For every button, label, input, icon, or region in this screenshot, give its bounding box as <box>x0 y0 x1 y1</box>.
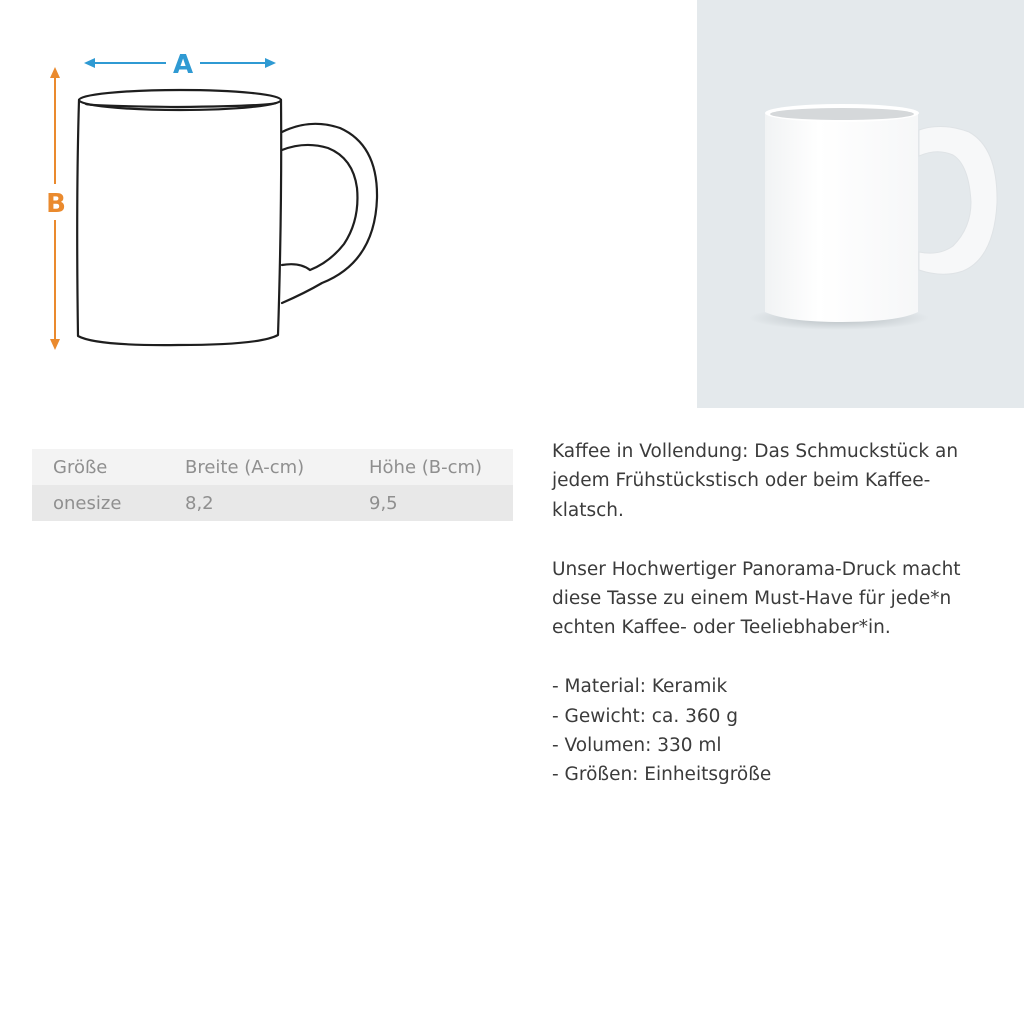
size-table-header <box>32 449 513 485</box>
cell-size: onesize <box>32 485 185 521</box>
label-b: B <box>46 189 66 219</box>
size-table <box>32 449 513 521</box>
table-row <box>32 485 513 521</box>
description-print: Unser Hochwertiger Panorama-Druck macht diese Tasse zu einem Must-Have für jede*n echten Kaffee- oder Teeliebhaber*in. <box>552 558 961 639</box>
header-width: Breite (A-cm) <box>185 449 369 485</box>
description-intro: Kaffee in Vollendung: Das Schmuckstück an jedem Frühstückstisch oder beim Kaffee-klatsch. <box>552 441 959 521</box>
cell-height: 9,5 <box>369 485 513 521</box>
spec-sizes: - Größen: Einheitsgröße <box>552 764 772 786</box>
cell-width: 8,2 <box>185 485 369 521</box>
spec-volume: - Volumen: 330 ml <box>552 735 722 757</box>
header-height: Höhe (B-cm) <box>369 449 513 485</box>
mug-measurement-diagram <box>0 0 420 380</box>
spec-material: - Material: Keramik <box>552 676 728 698</box>
spec-weight: - Gewicht: ca. 360 g <box>552 705 739 727</box>
label-a: A <box>172 50 194 80</box>
product-photo <box>697 0 1024 408</box>
product-description <box>552 437 1002 790</box>
header-size: Größe <box>32 449 185 485</box>
spec-list <box>552 672 1002 790</box>
white-mug-image <box>697 0 1024 408</box>
mug-outline <box>77 90 377 345</box>
